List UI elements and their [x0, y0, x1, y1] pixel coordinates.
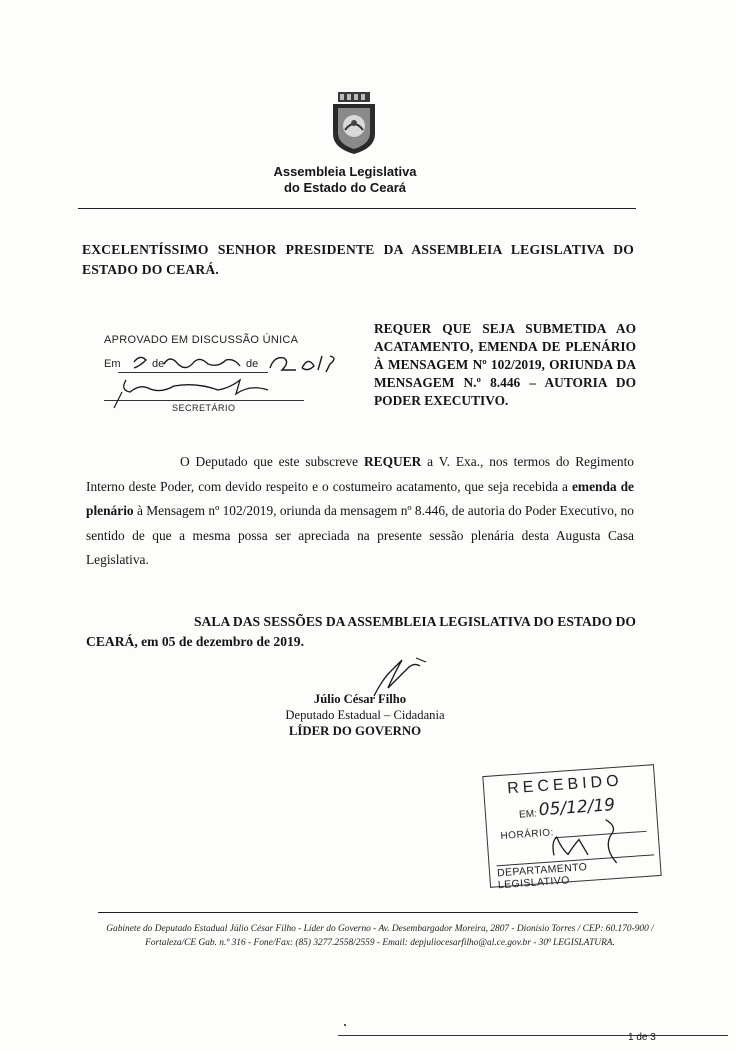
handwritten-approval-date-signature	[100, 328, 350, 414]
signatory-title: LÍDER DO GOVERNO	[288, 724, 422, 738]
footer-line2: Fortaleza/CE Gab. n.º 316 - Fone/Fax: (85) 3277.2558/2559 - Email: depjuliocesarfilho@al.ce.gov.br - 30ª LEGISLATURA.	[145, 938, 615, 948]
approval-stamp-de-label-1: de	[152, 358, 165, 370]
closing-location-date	[86, 612, 636, 652]
approval-stamp-title: APROVADO EM DISCUSSÃO ÚNICA	[104, 334, 299, 346]
signatory-name: Júlio César Filho	[313, 692, 407, 706]
request-body	[86, 450, 634, 573]
footer-divider	[98, 912, 638, 913]
institution-name-line2: do Estado do Ceará	[283, 180, 407, 195]
salutation: EXCELENTÍSSIMO SENHOR PRESIDENTE DA ASSEMBLEIA LEGISLATIVA DO ESTADO DO CEARÁ.	[82, 242, 634, 277]
signatory-role: Deputado Estadual – Cidadania	[285, 708, 445, 722]
body-emenda-bold: emenda de plenário	[86, 478, 634, 518]
institution-name-line1: Assembleia Legislativa	[273, 164, 417, 179]
approval-stamp-de-label-2: de	[246, 358, 259, 370]
received-stamp-department: DEPARTAMENTO LEGISLATIVO	[496, 861, 588, 892]
request-body-paragraph	[86, 450, 634, 573]
body-text-part2: a V. Exa., nos termos do Regimento Interno deste Poder, com devido respeito e o costumeiro acatamento, que seja recebida a	[86, 454, 635, 494]
scan-speck	[344, 1024, 346, 1026]
footer-line1: Gabinete do Deputado Estadual Júlio César Filho - Líder do Governo - Av. Desembargador Moreira, 2807 - Dionísio Torres / CEP: 60.170-900 /	[106, 924, 654, 934]
state-coat-of-arms-icon	[330, 90, 378, 156]
handwritten-receipt-signature	[482, 764, 661, 888]
approval-secretary-label: SECRETÁRIO	[172, 403, 236, 413]
received-stamp-horario-label: HORÁRIO:	[500, 827, 555, 842]
bottom-rule	[338, 1035, 728, 1036]
body-text-part3: à Mensagem nº 102/2019, oriunda da mensagem nº 8.446, de autoria do Poder Executivo, no sentido de que a mesma possa ser apreciada na presente sessão plenária desta Augusta Casa Legislativa.	[86, 503, 634, 567]
footer-office-info	[100, 922, 660, 950]
received-stamp	[482, 764, 661, 892]
received-stamp-em-label: EM:	[518, 808, 538, 821]
request-summary-ementa: REQUER QUE SEJA SUBMETIDA AO ACATAMENTO, EMENDA DE PLENÁRIO À MENSAGEM Nº 102/2019, ORIUNDA DA MENSAGEM N.º 8.446 – AUTORIA DO PODER EXECUTIVO.	[374, 321, 636, 408]
closing-text: SALA DAS SESSÕES DA ASSEMBLEIA LEGISLATIVA DO ESTADO DO CEARÁ, em 05 de dezembro de 2019.	[86, 614, 636, 649]
header-divider	[78, 208, 636, 209]
approval-stamp	[100, 328, 350, 414]
body-text-part1: O Deputado que este subscreve	[180, 454, 364, 469]
received-stamp-date: 05/12/19	[538, 794, 616, 821]
received-stamp-title: RECEBIDO	[506, 772, 624, 798]
body-requer-bold: REQUER	[363, 454, 422, 469]
approval-stamp-em-label: Em	[104, 358, 121, 370]
page-number: 1 de 3	[628, 1032, 656, 1043]
